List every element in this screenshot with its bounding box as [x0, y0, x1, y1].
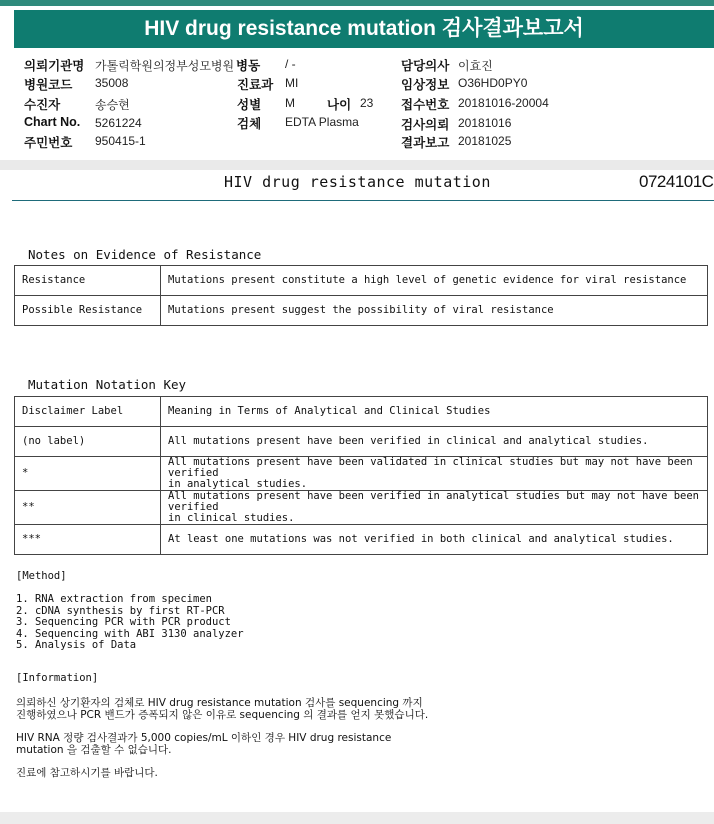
notation-label-cell: ***	[15, 525, 161, 555]
doctor-label: 담당의사	[401, 59, 450, 73]
clinical-info-label: 임상정보	[401, 78, 450, 92]
doctor-value: 이효진	[458, 59, 493, 73]
information-line: mutation 을 검출할 수 없습니다.	[16, 744, 172, 756]
clinical-info-value: O36HD0PY0	[458, 76, 528, 90]
notation-header-text: Meaning in Terms of Analytical and Clinical Studies	[161, 397, 708, 427]
notation-label-cell: *	[15, 457, 161, 491]
accession-label: 접수번호	[401, 98, 450, 112]
age-value: 23	[360, 96, 374, 110]
notation-text-cell	[161, 525, 708, 555]
evidence-label-cell: Possible Resistance	[15, 296, 161, 326]
report-title-rule	[12, 200, 714, 201]
notation-text-cell	[161, 427, 708, 457]
report-code: 0724101C	[639, 172, 714, 191]
evidence-text-cell: Mutations present suggest the possibility of viral resistance	[161, 296, 708, 326]
notation-label-cell: (no label)	[15, 427, 161, 457]
notation-text-line: in analytical studies.	[168, 478, 308, 490]
collector-value: 송승현	[95, 98, 130, 112]
department-label: 진료과	[237, 78, 274, 92]
chart-no-label: Chart No.	[24, 115, 81, 129]
ward-label: 병동	[236, 59, 261, 73]
specimen-value: EDTA Plasma	[285, 115, 359, 129]
notation-text-line: All mutations present have been verified in analytical studies but may not have been verified	[168, 490, 700, 513]
notation-text-line: All mutations present have been validated in clinical studies but may not have been verified	[168, 456, 693, 479]
age-label: 나이	[327, 98, 352, 112]
report-date-value: 20181025	[458, 134, 512, 148]
institution-label: 의뢰기관명	[24, 59, 85, 73]
notation-section-title: Mutation Notation Key	[28, 377, 187, 392]
method-steps	[16, 594, 244, 652]
resident-no-label: 주민번호	[24, 136, 73, 150]
notation-text-cell	[161, 457, 708, 491]
method-step: 2. cDNA synthesis by first RT-PCR	[16, 604, 225, 617]
notation-header-label: Disclaimer Label	[15, 397, 161, 427]
table-row	[15, 491, 708, 525]
notation-label-cell: **	[15, 491, 161, 525]
ward-value: / -	[285, 57, 296, 71]
table-row	[15, 296, 708, 326]
sex-label: 성별	[237, 98, 262, 112]
evidence-section-title: Notes on Evidence of Resistance	[28, 247, 262, 262]
evidence-table	[14, 265, 708, 326]
notation-text-line: in clinical studies.	[168, 512, 295, 524]
table-row	[15, 266, 708, 296]
report-date-label: 결과보고	[401, 136, 450, 150]
information-title: [Information]	[16, 672, 99, 684]
request-date-label: 검사의뢰	[401, 118, 450, 132]
information-line: 의뢰하신 상기환자의 검체로 HIV drug resistance mutation 검사를 sequencing 까지	[16, 697, 423, 709]
institution-value: 가톨릭학원의정부성모병원	[95, 59, 235, 73]
information-paragraph-1	[16, 697, 428, 721]
notation-text-cell	[161, 491, 708, 525]
information-line: 진행하였으나 PCR 밴드가 증폭되지 않은 이유로 sequencing 의 결과를 얻지 못했습니다.	[16, 709, 429, 721]
collector-label: 수진자	[24, 98, 61, 112]
header-divider	[0, 160, 714, 170]
information-line: HIV RNA 정량 검사결과가 5,000 copies/mL 이하인 경우 HIV drug resistance	[16, 732, 392, 744]
method-step: 5. Analysis of Data	[16, 639, 137, 651]
report-title: HIV drug resistance mutation	[224, 173, 491, 191]
method-step: 1. RNA extraction from specimen	[16, 593, 212, 605]
resident-no-value: 950415-1	[95, 134, 146, 148]
accession-value: 20181016-20004	[458, 96, 549, 110]
information-paragraph-3: 진료에 참고하시기를 바랍니다.	[16, 767, 158, 779]
notation-text-line: All mutations present have been verified in clinical and analytical studies.	[168, 435, 649, 447]
notation-table	[14, 396, 708, 555]
information-paragraph-2	[16, 732, 391, 756]
method-step: 3. Sequencing PCR with PCR product	[16, 616, 231, 628]
method-step: 4. Sequencing with ABI 3130 analyzer	[16, 627, 244, 640]
hospital-code-label: 병원코드	[24, 78, 73, 92]
table-row	[15, 397, 708, 427]
bottom-strip	[0, 812, 714, 824]
evidence-label-cell: Resistance	[15, 266, 161, 296]
evidence-text-cell: Mutations present constitute a high level of genetic evidence for viral resistance	[161, 266, 708, 296]
method-title: [Method]	[16, 570, 67, 582]
chart-no-value: 5261224	[95, 116, 142, 130]
request-date-value: 20181016	[458, 116, 512, 130]
department-value: MI	[285, 76, 299, 90]
sex-value: M	[285, 96, 295, 110]
table-row	[15, 457, 708, 491]
top-accent-bar	[0, 0, 714, 6]
table-row	[15, 525, 708, 555]
report-banner-title: HIV drug resistance mutation 검사결과보고서	[14, 10, 714, 48]
notation-text-line: At least one mutations was not verified in both clinical and analytical studies.	[168, 533, 674, 545]
specimen-label: 검체	[237, 117, 262, 131]
hospital-code-value: 35008	[95, 76, 129, 90]
table-row	[15, 427, 708, 457]
